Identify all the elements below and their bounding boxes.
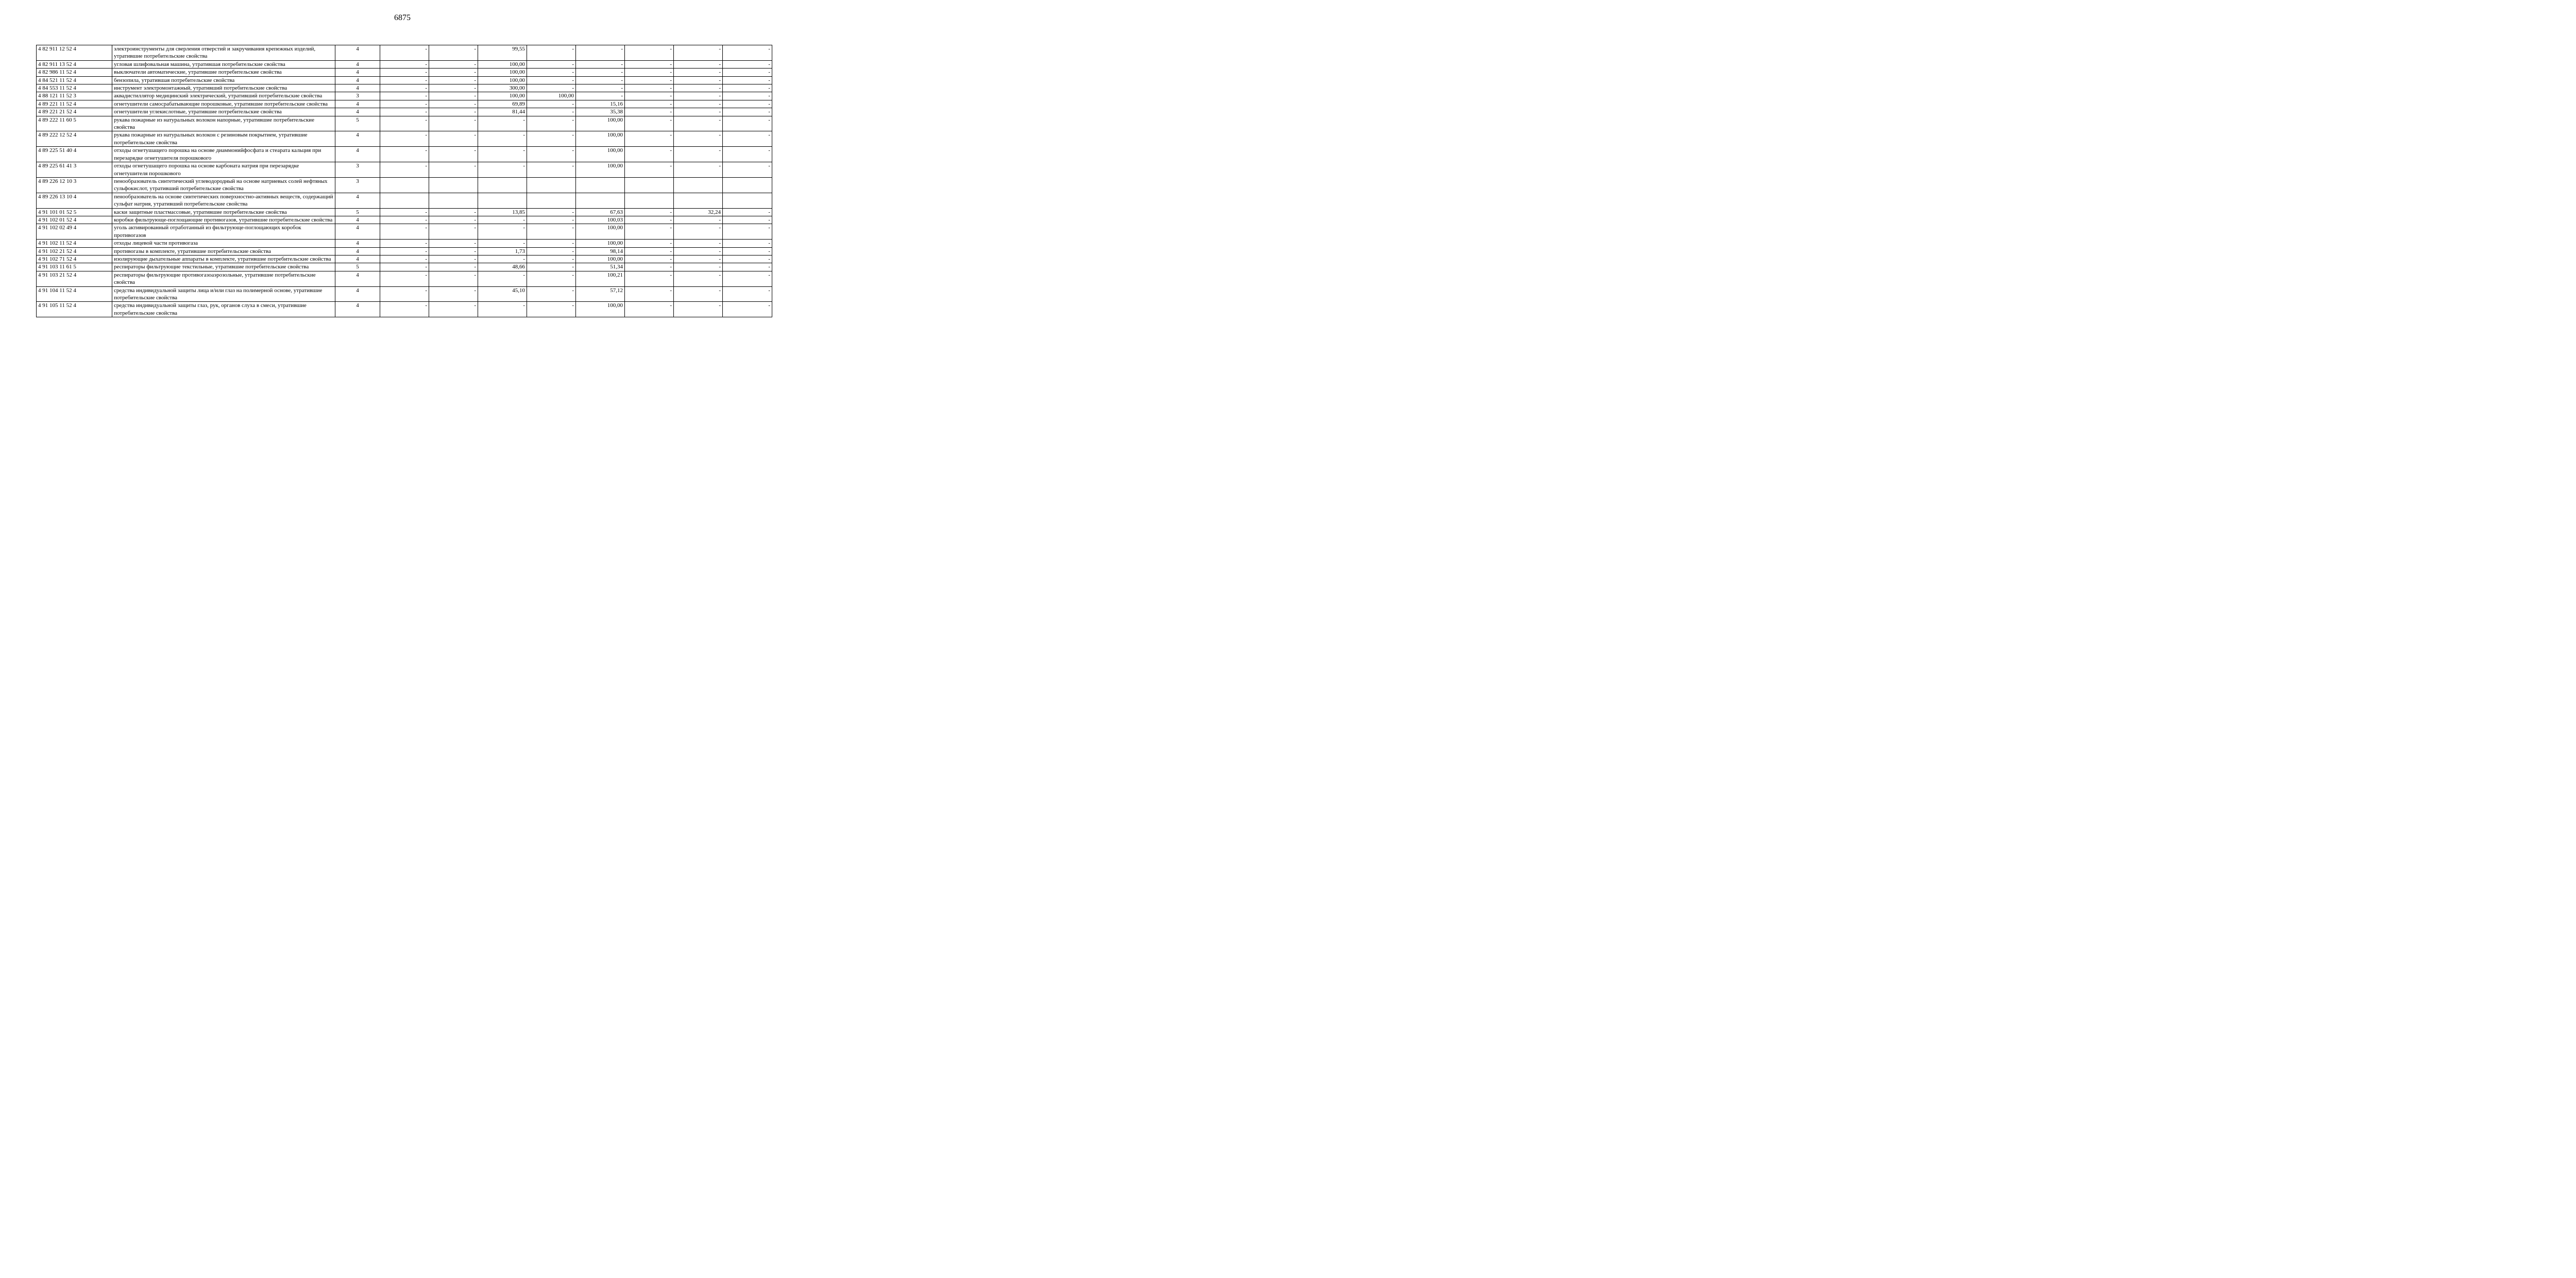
value-cell: - xyxy=(674,92,723,100)
value-cell: - xyxy=(625,45,674,61)
value-cell: - xyxy=(723,302,772,317)
value-cell: - xyxy=(723,84,772,92)
value-cell: - xyxy=(429,302,478,317)
value-cell: - xyxy=(429,84,478,92)
value-cell: - xyxy=(674,108,723,116)
value-cell: - xyxy=(625,108,674,116)
value-cell: - xyxy=(429,100,478,108)
value-cell xyxy=(380,177,429,193)
table-row xyxy=(37,60,772,68)
value-cell: - xyxy=(527,302,576,317)
value-cell: - xyxy=(625,76,674,84)
table-row xyxy=(37,247,772,255)
waste-name-cell: аквадистиллятор медицинский электрический, утративший потребительские свойства xyxy=(112,92,335,100)
hazard-class-cell: 5 xyxy=(335,208,380,216)
table-row xyxy=(37,177,772,193)
value-cell: - xyxy=(527,84,576,92)
waste-name-cell: изолирующие дыхательные аппараты в комплекте, утратившие потребительские свойства xyxy=(112,255,335,263)
value-cell: - xyxy=(674,131,723,147)
value-cell: - xyxy=(723,131,772,147)
value-cell: - xyxy=(674,255,723,263)
waste-name-cell: респираторы фильтрующие противогазоаэрозольные, утратившие потребительские свойства xyxy=(112,271,335,286)
value-cell xyxy=(576,193,625,208)
hazard-class-cell: 4 xyxy=(335,193,380,208)
value-cell xyxy=(674,193,723,208)
value-cell: - xyxy=(625,147,674,162)
value-cell: - xyxy=(576,69,625,76)
value-cell: - xyxy=(380,84,429,92)
waste-code-cell: 4 84 521 11 52 4 xyxy=(37,76,112,84)
waste-code-cell: 4 89 226 12 10 3 xyxy=(37,177,112,193)
waste-name-cell: противогазы в комплекте, утратившие потребительские свойства xyxy=(112,247,335,255)
value-cell: - xyxy=(625,224,674,240)
value-cell: - xyxy=(723,76,772,84)
waste-name-cell: электроинструменты для сверления отверстий и закручивания крепежных изделий, утратившие потребительские свойства xyxy=(112,45,335,61)
value-cell: - xyxy=(527,147,576,162)
value-cell xyxy=(380,193,429,208)
value-cell: - xyxy=(576,76,625,84)
waste-name-cell: отходы огнетушащего порошка на основе диаммонийфосфата и стеарата кальция при перезарядке огнетушителя порошкового xyxy=(112,147,335,162)
waste-name-cell: инструмент электромонтажный, утративший потребительские свойства xyxy=(112,84,335,92)
value-cell: 100,00 xyxy=(478,60,527,68)
hazard-class-cell: 4 xyxy=(335,100,380,108)
value-cell: - xyxy=(674,84,723,92)
value-cell: - xyxy=(674,69,723,76)
waste-name-cell: рукава пожарные из натуральных волокон с резиновым покрытием, утратившие потребительские свойства xyxy=(112,131,335,147)
value-cell: - xyxy=(429,247,478,255)
value-cell: - xyxy=(527,100,576,108)
value-cell: 100,21 xyxy=(576,271,625,286)
value-cell: - xyxy=(723,271,772,286)
value-cell: 98,14 xyxy=(576,247,625,255)
hazard-class-cell: 4 xyxy=(335,108,380,116)
value-cell xyxy=(429,193,478,208)
value-cell: - xyxy=(429,255,478,263)
value-cell: - xyxy=(527,108,576,116)
table-row xyxy=(37,92,772,100)
value-cell: - xyxy=(723,60,772,68)
value-cell xyxy=(478,193,527,208)
value-cell: 100,03 xyxy=(576,216,625,224)
value-cell: 81,44 xyxy=(478,108,527,116)
hazard-class-cell: 4 xyxy=(335,240,380,247)
value-cell: - xyxy=(478,240,527,247)
value-cell: - xyxy=(674,60,723,68)
value-cell: - xyxy=(429,131,478,147)
table-row xyxy=(37,240,772,247)
waste-name-cell: коробки фильтрующе-поглощающие противогазов, утратившие потребительские свойства xyxy=(112,216,335,224)
value-cell: 35,38 xyxy=(576,108,625,116)
value-cell: - xyxy=(478,255,527,263)
value-cell: - xyxy=(723,216,772,224)
value-cell: - xyxy=(527,60,576,68)
value-cell: - xyxy=(674,162,723,178)
value-cell: - xyxy=(429,216,478,224)
value-cell: - xyxy=(380,302,429,317)
hazard-class-cell: 4 xyxy=(335,216,380,224)
value-cell: 1,73 xyxy=(478,247,527,255)
value-cell: - xyxy=(723,255,772,263)
value-cell: - xyxy=(625,100,674,108)
waste-name-cell: средства индивидуальной защиты лица и/или глаз на полимерной основе, утратившие потребительские свойства xyxy=(112,286,335,302)
hazard-class-cell: 4 xyxy=(335,84,380,92)
value-cell: - xyxy=(478,271,527,286)
waste-code-cell: 4 91 102 11 52 4 xyxy=(37,240,112,247)
value-cell: - xyxy=(625,208,674,216)
value-cell: - xyxy=(674,240,723,247)
waste-name-cell: огнетушители углекислотные, утратившие потребительские свойства xyxy=(112,108,335,116)
value-cell: - xyxy=(723,100,772,108)
waste-code-cell: 4 89 222 11 60 5 xyxy=(37,116,112,131)
value-cell: - xyxy=(625,84,674,92)
table-row xyxy=(37,162,772,178)
value-cell: - xyxy=(380,108,429,116)
waste-code-cell: 4 88 121 11 52 3 xyxy=(37,92,112,100)
value-cell: - xyxy=(380,247,429,255)
value-cell: - xyxy=(723,116,772,131)
value-cell: - xyxy=(527,69,576,76)
value-cell: - xyxy=(625,302,674,317)
value-cell: - xyxy=(429,263,478,271)
hazard-class-cell: 4 xyxy=(335,76,380,84)
value-cell: - xyxy=(723,224,772,240)
hazard-class-cell: 4 xyxy=(335,271,380,286)
table-row xyxy=(37,216,772,224)
waste-code-cell: 4 91 102 01 52 4 xyxy=(37,216,112,224)
table-row xyxy=(37,69,772,76)
value-cell xyxy=(527,177,576,193)
value-cell: - xyxy=(380,131,429,147)
value-cell: 300,00 xyxy=(478,84,527,92)
table-row xyxy=(37,45,772,61)
waste-code-cell: 4 89 221 21 52 4 xyxy=(37,108,112,116)
hazard-class-cell: 4 xyxy=(335,247,380,255)
value-cell: 100,00 xyxy=(576,302,625,317)
value-cell: - xyxy=(527,255,576,263)
value-cell: - xyxy=(380,263,429,271)
waste-code-cell: 4 91 103 11 61 5 xyxy=(37,263,112,271)
value-cell: - xyxy=(429,271,478,286)
waste-name-cell: отходы лицевой части противогаза xyxy=(112,240,335,247)
table-row xyxy=(37,116,772,131)
value-cell: - xyxy=(625,247,674,255)
waste-name-cell: респираторы фильтрующие текстильные, утратившие потребительские свойства xyxy=(112,263,335,271)
table-row xyxy=(37,76,772,84)
value-cell: - xyxy=(380,76,429,84)
value-cell xyxy=(429,177,478,193)
value-cell: - xyxy=(625,216,674,224)
value-cell: - xyxy=(527,216,576,224)
value-cell: - xyxy=(625,255,674,263)
value-cell: - xyxy=(429,116,478,131)
hazard-class-cell: 4 xyxy=(335,286,380,302)
table-row xyxy=(37,263,772,271)
value-cell: - xyxy=(478,131,527,147)
value-cell: - xyxy=(380,45,429,61)
waste-code-cell: 4 91 102 02 49 4 xyxy=(37,224,112,240)
value-cell: 32,24 xyxy=(674,208,723,216)
value-cell: 100,00 xyxy=(576,147,625,162)
table-body xyxy=(37,45,772,317)
value-cell: - xyxy=(478,147,527,162)
value-cell: - xyxy=(625,69,674,76)
value-cell: 100,00 xyxy=(576,255,625,263)
value-cell: - xyxy=(625,92,674,100)
value-cell: - xyxy=(527,240,576,247)
value-cell: - xyxy=(674,302,723,317)
value-cell: - xyxy=(723,108,772,116)
hazard-class-cell: 3 xyxy=(335,92,380,100)
value-cell: - xyxy=(527,271,576,286)
value-cell: - xyxy=(625,240,674,247)
value-cell: 67,63 xyxy=(576,208,625,216)
value-cell: - xyxy=(380,147,429,162)
waste-code-cell: 4 91 101 01 52 5 xyxy=(37,208,112,216)
value-cell: - xyxy=(527,263,576,271)
value-cell: - xyxy=(576,84,625,92)
hazard-class-cell: 4 xyxy=(335,45,380,61)
table-row xyxy=(37,302,772,317)
hazard-class-cell: 3 xyxy=(335,162,380,178)
hazard-class-cell: 4 xyxy=(335,131,380,147)
waste-name-cell: бензопила, утратившая потребительские свойства xyxy=(112,76,335,84)
hazard-class-cell: 4 xyxy=(335,302,380,317)
value-cell: - xyxy=(674,286,723,302)
value-cell: - xyxy=(380,100,429,108)
value-cell: - xyxy=(380,116,429,131)
table-row xyxy=(37,286,772,302)
table-row xyxy=(37,271,772,286)
value-cell: 15,16 xyxy=(576,100,625,108)
value-cell: - xyxy=(576,92,625,100)
waste-name-cell: пенообразователь синтетический углеводородный на основе натриевых солей нефтяных сульфокислот, утративший потребительские свойства xyxy=(112,177,335,193)
value-cell: - xyxy=(429,208,478,216)
value-cell: - xyxy=(429,92,478,100)
value-cell: - xyxy=(723,286,772,302)
value-cell: - xyxy=(723,240,772,247)
value-cell: - xyxy=(576,45,625,61)
value-cell: - xyxy=(380,286,429,302)
value-cell: - xyxy=(380,224,429,240)
value-cell: - xyxy=(527,247,576,255)
value-cell: - xyxy=(674,116,723,131)
hazard-class-cell: 5 xyxy=(335,116,380,131)
value-cell: - xyxy=(625,286,674,302)
value-cell: 48,66 xyxy=(478,263,527,271)
waste-name-cell: отходы огнетушащего порошка на основе карбоната натрия при перезарядке огнетушителя порошкового xyxy=(112,162,335,178)
table-row xyxy=(37,108,772,116)
table-row xyxy=(37,208,772,216)
value-cell: - xyxy=(527,162,576,178)
value-cell: - xyxy=(478,162,527,178)
value-cell: - xyxy=(527,76,576,84)
waste-code-cell: 4 82 986 11 52 4 xyxy=(37,69,112,76)
waste-name-cell: выключатели автоматические, утратившие потребительские свойства xyxy=(112,69,335,76)
value-cell: - xyxy=(478,116,527,131)
value-cell: - xyxy=(723,69,772,76)
value-cell xyxy=(478,177,527,193)
hazard-class-cell: 4 xyxy=(335,255,380,263)
value-cell: - xyxy=(527,116,576,131)
hazard-class-cell: 4 xyxy=(335,147,380,162)
value-cell xyxy=(527,193,576,208)
value-cell xyxy=(625,193,674,208)
table-row xyxy=(37,224,772,240)
value-cell: 100,00 xyxy=(478,92,527,100)
table-row xyxy=(37,255,772,263)
waste-code-cell: 4 82 911 13 52 4 xyxy=(37,60,112,68)
waste-code-cell: 4 89 225 51 40 4 xyxy=(37,147,112,162)
waste-name-cell: уголь активированный отработанный из фильтрующе-поглощающих коробок противогазов xyxy=(112,224,335,240)
value-cell: - xyxy=(723,247,772,255)
page-number: 6875 xyxy=(394,13,411,22)
value-cell: - xyxy=(380,240,429,247)
value-cell: - xyxy=(723,92,772,100)
value-cell: 13,85 xyxy=(478,208,527,216)
value-cell: - xyxy=(625,162,674,178)
value-cell: - xyxy=(723,263,772,271)
waste-name-cell: рукава пожарные из натуральных волокон напорные, утратившие потребительские свойства xyxy=(112,116,335,131)
value-cell: - xyxy=(429,162,478,178)
value-cell: 45,10 xyxy=(478,286,527,302)
value-cell: 100,00 xyxy=(527,92,576,100)
value-cell: 100,00 xyxy=(576,116,625,131)
value-cell: - xyxy=(478,224,527,240)
value-cell: - xyxy=(429,240,478,247)
hazard-class-cell: 4 xyxy=(335,60,380,68)
value-cell: - xyxy=(674,224,723,240)
waste-code-cell: 4 84 553 11 52 4 xyxy=(37,84,112,92)
table-row xyxy=(37,131,772,147)
value-cell: - xyxy=(380,162,429,178)
table-row xyxy=(37,100,772,108)
value-cell: 100,00 xyxy=(478,69,527,76)
value-cell: - xyxy=(674,76,723,84)
value-cell: - xyxy=(527,131,576,147)
value-cell: - xyxy=(478,302,527,317)
hazard-class-cell: 3 xyxy=(335,177,380,193)
value-cell: 100,00 xyxy=(576,131,625,147)
value-cell: 100,00 xyxy=(576,224,625,240)
value-cell: - xyxy=(527,224,576,240)
waste-code-cell: 4 91 102 21 52 4 xyxy=(37,247,112,255)
value-cell: - xyxy=(674,100,723,108)
waste-code-cell: 4 89 221 11 52 4 xyxy=(37,100,112,108)
waste-name-cell: средства индивидуальной защиты глаз, рук, органов слуха в смеси, утратившие потребительские свойства xyxy=(112,302,335,317)
value-cell: - xyxy=(429,60,478,68)
value-cell xyxy=(723,177,772,193)
value-cell: 99,55 xyxy=(478,45,527,61)
value-cell: - xyxy=(674,147,723,162)
value-cell: - xyxy=(723,147,772,162)
value-cell xyxy=(576,177,625,193)
hazard-class-cell: 4 xyxy=(335,224,380,240)
value-cell: 51,34 xyxy=(576,263,625,271)
value-cell: - xyxy=(723,45,772,61)
value-cell: - xyxy=(429,108,478,116)
value-cell: - xyxy=(380,92,429,100)
waste-code-cell: 4 89 226 13 10 4 xyxy=(37,193,112,208)
waste-name-cell: угловая шлифовальная машина, утратившая потребительские свойства xyxy=(112,60,335,68)
hazard-class-cell: 4 xyxy=(335,69,380,76)
value-cell: - xyxy=(674,263,723,271)
value-cell: - xyxy=(429,69,478,76)
waste-code-cell: 4 91 103 21 52 4 xyxy=(37,271,112,286)
value-cell xyxy=(625,177,674,193)
waste-code-cell: 4 89 222 12 52 4 xyxy=(37,131,112,147)
value-cell: 100,00 xyxy=(576,240,625,247)
value-cell: - xyxy=(625,271,674,286)
value-cell xyxy=(723,193,772,208)
value-cell: - xyxy=(429,224,478,240)
value-cell: - xyxy=(674,45,723,61)
value-cell: - xyxy=(380,255,429,263)
value-cell: - xyxy=(429,45,478,61)
value-cell: - xyxy=(723,162,772,178)
waste-code-cell: 4 91 104 11 52 4 xyxy=(37,286,112,302)
waste-code-cell: 4 91 105 11 52 4 xyxy=(37,302,112,317)
value-cell: - xyxy=(723,208,772,216)
value-cell: - xyxy=(527,45,576,61)
value-cell: - xyxy=(576,60,625,68)
value-cell: - xyxy=(429,286,478,302)
value-cell: 100,00 xyxy=(478,76,527,84)
table-row xyxy=(37,193,772,208)
value-cell: - xyxy=(674,216,723,224)
value-cell: - xyxy=(674,247,723,255)
value-cell: 100,00 xyxy=(576,162,625,178)
value-cell: - xyxy=(625,60,674,68)
hazard-class-cell: 5 xyxy=(335,263,380,271)
value-cell: - xyxy=(625,263,674,271)
value-cell: - xyxy=(429,147,478,162)
value-cell: - xyxy=(380,208,429,216)
value-cell: 57,12 xyxy=(576,286,625,302)
waste-code-cell: 4 89 225 61 41 3 xyxy=(37,162,112,178)
value-cell: - xyxy=(625,131,674,147)
value-cell: - xyxy=(527,208,576,216)
waste-code-cell: 4 91 102 71 52 4 xyxy=(37,255,112,263)
table-row xyxy=(37,147,772,162)
table-row xyxy=(37,84,772,92)
waste-name-cell: огнетушители самосрабатывающие порошковые, утратившие потребительские свойства xyxy=(112,100,335,108)
waste-name-cell: пенообразователь на основе синтетических поверхностно-активных веществ, содержащий сульфат натрия, утративший потребительские свойства xyxy=(112,193,335,208)
value-cell: - xyxy=(625,116,674,131)
waste-table xyxy=(36,45,772,317)
waste-name-cell: каски защитные пластмассовые, утратившие потребительские свойства xyxy=(112,208,335,216)
value-cell: - xyxy=(429,76,478,84)
value-cell: - xyxy=(380,69,429,76)
value-cell: - xyxy=(527,286,576,302)
value-cell xyxy=(674,177,723,193)
value-cell: - xyxy=(380,60,429,68)
value-cell: - xyxy=(380,271,429,286)
value-cell: - xyxy=(478,216,527,224)
value-cell: 69,89 xyxy=(478,100,527,108)
value-cell: - xyxy=(380,216,429,224)
value-cell: - xyxy=(674,271,723,286)
waste-code-cell: 4 82 911 12 52 4 xyxy=(37,45,112,61)
